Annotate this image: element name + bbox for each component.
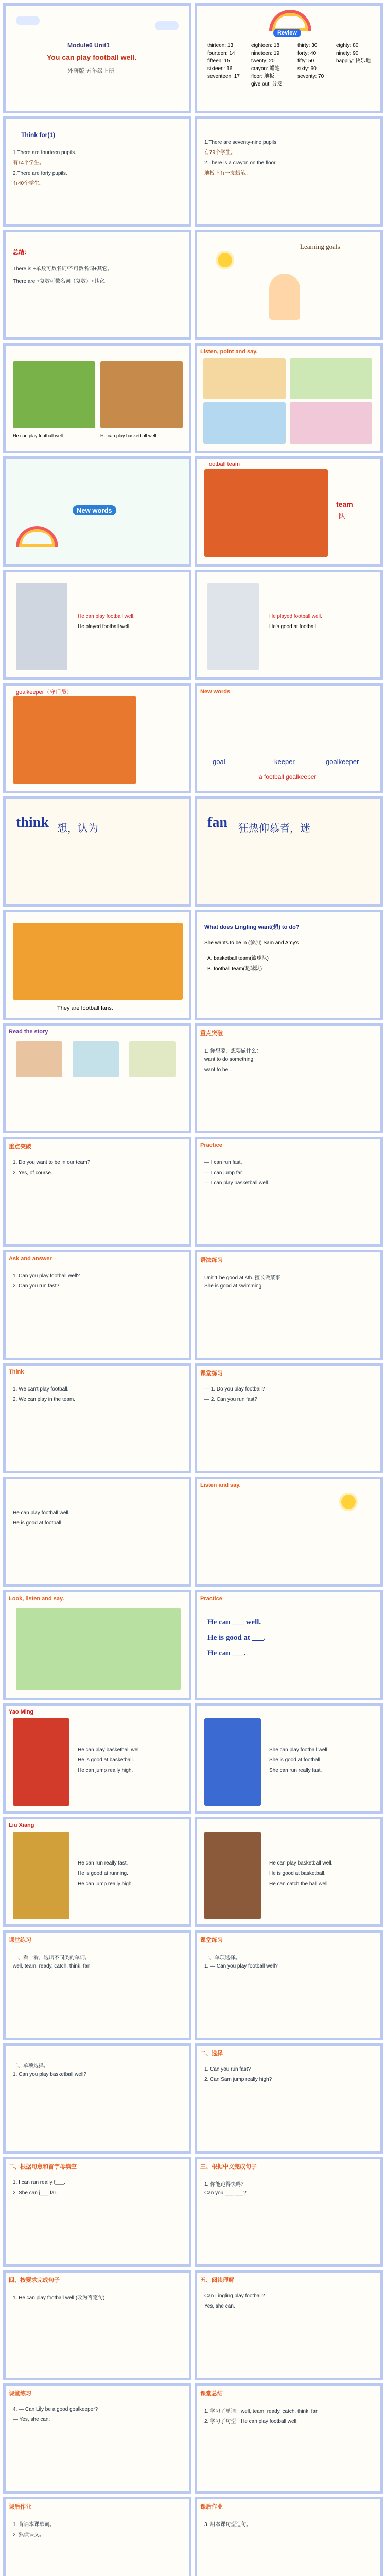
exercise-line: 1. — Can you play football well? xyxy=(204,1963,278,1969)
vocab-item: happily: 快乐地 xyxy=(336,58,371,64)
vocab-item: ninety: 90 xyxy=(336,50,359,56)
slide-44[interactable] xyxy=(195,2383,383,2494)
word: fan xyxy=(207,815,227,831)
comic-panel xyxy=(203,402,286,444)
slide-27[interactable] xyxy=(3,1477,191,1587)
slide-38[interactable] xyxy=(195,2043,383,2154)
sentence: He can jump really high. xyxy=(78,1768,133,1773)
vocab-item: thirty: 30 xyxy=(297,43,318,48)
caption: He can play basketball well. xyxy=(100,433,158,438)
sentence-cn: 有40个学生。 xyxy=(13,181,45,187)
slide-13[interactable] xyxy=(3,683,191,793)
exercise-line: 一、单项选择。 xyxy=(204,1955,240,1961)
slide-42[interactable] xyxy=(195,2270,383,2380)
slide-8[interactable] xyxy=(195,343,383,453)
slide-title: 二、根据句意和首字母填空 xyxy=(9,2164,77,2170)
slide-39[interactable] xyxy=(3,2157,191,2267)
slide-11[interactable] xyxy=(3,570,191,680)
summary-line: 2. 学习了句型：He can play football well. xyxy=(204,2419,298,2425)
slide-43[interactable] xyxy=(3,2383,191,2494)
rule-line: There are +复数可数名词（复数）+其它。 xyxy=(13,279,110,284)
vocab-item: crayon: 蜡笔 xyxy=(251,66,280,72)
sentence: 1.There are fourteen pupils. xyxy=(13,150,76,156)
slide-title: 重点突破 xyxy=(200,1030,223,1037)
slide-26[interactable] xyxy=(195,1363,383,1473)
exercise-line: 1. Can you run fast? xyxy=(204,2066,251,2072)
sentence-cn: 有79个学生。 xyxy=(204,150,236,156)
slide-12[interactable] xyxy=(195,570,383,680)
sentence: He is good at football. xyxy=(13,1520,63,1526)
football-photo xyxy=(13,361,95,428)
slide-title: 课后作业 xyxy=(9,2504,31,2510)
sentence: She can run really fast. xyxy=(269,1768,322,1773)
caption: He can play football well. xyxy=(13,433,64,438)
cartoon-figure xyxy=(269,274,300,320)
vocab-item: fifteen: 15 xyxy=(207,58,230,64)
question: She wants to be in (参加) Sam and Amy's xyxy=(204,940,299,946)
vocab-item: seventeen: 17 xyxy=(207,74,240,79)
exercise-line: Can you ___ ___? xyxy=(204,2190,247,2196)
point: 1. Do you want to be in our team? xyxy=(13,1160,91,1165)
team-photo xyxy=(13,696,136,784)
sentence: 2.There are forty pupils. xyxy=(13,171,67,176)
slide-33[interactable] xyxy=(3,1817,191,1927)
slide-19[interactable] xyxy=(3,1023,191,1133)
word-cn: 狂热仰慕者，迷 xyxy=(238,823,310,834)
rainbow-icon xyxy=(16,526,58,547)
sentence: He is good at running. xyxy=(78,1871,128,1876)
slide-40[interactable] xyxy=(195,2157,383,2267)
slide-title: Yao Ming xyxy=(9,1709,34,1715)
slide-17[interactable] xyxy=(3,910,191,1020)
exercise-line: 1. He can play football well.(改为否定句) xyxy=(13,2295,105,2301)
rainbow-icon xyxy=(269,10,311,31)
slide-title: 课堂练习 xyxy=(200,1937,223,1943)
slide-title: 课堂总结 xyxy=(200,2391,223,2397)
sentence: He can jump really high. xyxy=(78,1881,133,1887)
word-label: goalkeeper（守门员） xyxy=(16,689,73,696)
point: 2. Yes, of course. xyxy=(13,1170,52,1176)
caption: He played football well. xyxy=(78,624,131,630)
player-photo xyxy=(16,583,67,670)
sentence: He can run really fast. xyxy=(78,1860,128,1866)
sentence: 2.There is a crayon on the floor. xyxy=(204,160,277,166)
cloud-shape xyxy=(155,21,179,30)
story-panel xyxy=(16,1041,62,1077)
slide-18[interactable] xyxy=(195,910,383,1020)
word-label: football team xyxy=(207,461,240,467)
vocab-col-3 xyxy=(297,42,324,80)
slide-1[interactable] xyxy=(3,3,191,113)
slide-32[interactable] xyxy=(195,1703,383,1814)
fans-photo xyxy=(13,923,183,1000)
slide-title: 二、选择 xyxy=(200,2050,223,2057)
slide-4[interactable] xyxy=(195,116,383,227)
slide-title: 课堂练习 xyxy=(200,1370,223,1377)
comic-panel xyxy=(290,358,372,399)
slide-title: Ask and answer xyxy=(9,1256,52,1262)
slide-34[interactable] xyxy=(195,1817,383,1927)
exercise-line: 4. — Can Lily be a good goalkeeper? xyxy=(13,2406,98,2412)
slide-title: 重点突破 xyxy=(9,1144,31,1150)
sentence-cn: 地板上有一支蜡笔。 xyxy=(204,171,251,176)
exercise-line: 1. Can you play basketball well? xyxy=(13,2072,86,2077)
point: — 1. Do you play football? xyxy=(204,1386,265,1392)
slide-37[interactable] xyxy=(3,2043,191,2154)
sentence: He is good at basketball. xyxy=(78,1757,134,1763)
basketball-photo xyxy=(100,361,183,428)
sentence: 1.There are seventy-nine pupils. xyxy=(204,140,278,145)
word-label: team xyxy=(336,500,353,509)
point: 2. Can you run fast? xyxy=(13,1283,60,1289)
athlete-photo xyxy=(13,1718,69,1806)
vocab-item: eighteen: 18 xyxy=(251,43,280,48)
phrase: a football goalkeeper xyxy=(259,773,317,781)
vocab-item: thirteen: 13 xyxy=(207,43,234,48)
athlete-photo xyxy=(204,1832,261,1919)
point: 1. Can you play football well? xyxy=(13,1273,80,1279)
rule-line: There is +单数可数名词/不可数名词+其它。 xyxy=(13,266,113,272)
point: — I can play basketball well. xyxy=(204,1180,270,1186)
sentence: He can play football well. xyxy=(13,1510,70,1516)
slide-title: Listen and say. xyxy=(200,1482,241,1488)
slide-title: Listen, point and say. xyxy=(200,349,258,355)
cloud-shape xyxy=(16,16,40,25)
point: 1. We can't play football. xyxy=(13,1386,69,1392)
slide-title: Read the story xyxy=(9,1029,48,1035)
story-panel xyxy=(73,1041,119,1077)
point: — 2. Can you run fast? xyxy=(204,1397,257,1402)
exercise-line: 1. 你能跑得快吗？ xyxy=(204,2182,247,2188)
comic-panel xyxy=(203,358,286,399)
option-b[interactable]: B. football team(足球队) xyxy=(207,966,262,972)
point: — I can jump far. xyxy=(204,1170,243,1176)
slide-title: 五、阅读理解 xyxy=(200,2277,234,2283)
point: Unit 1 be good at sth. 擅长做某事 xyxy=(204,1275,280,1281)
slide-30[interactable] xyxy=(195,1590,383,1700)
slide-3[interactable] xyxy=(3,116,191,227)
slide-title: Think for(1) xyxy=(21,131,55,139)
question: What does Lingling want(想) to do? xyxy=(204,924,300,930)
vocab-col-1 xyxy=(207,42,240,80)
vocab-item: give out: 分发 xyxy=(251,81,283,87)
slide-14[interactable] xyxy=(195,683,383,793)
point: She is good at swimming. xyxy=(204,1283,263,1289)
exercise-line: — Yes, she can. xyxy=(13,2417,50,2422)
slide-31[interactable] xyxy=(3,1703,191,1814)
slide-28[interactable] xyxy=(195,1477,383,1587)
sun-icon xyxy=(341,1495,356,1509)
slide-title: Practice xyxy=(200,1142,222,1148)
vocab-col-4 xyxy=(336,42,371,65)
caption: They are football fans. xyxy=(57,1005,113,1011)
sentence: He's good at football. xyxy=(269,624,318,630)
pattern-line: He is good at ___. xyxy=(207,1634,266,1642)
sentence: He can catch the ball well. xyxy=(269,1881,329,1887)
sentence: He can play basketball well. xyxy=(78,1747,142,1753)
option-a[interactable]: A. basketball team(篮球队) xyxy=(207,956,269,961)
word: think xyxy=(16,815,49,831)
homework-line: 3. 用本课句型造句。 xyxy=(204,2522,252,2528)
slide-15[interactable] xyxy=(3,796,191,907)
slide-title: 三、根据中文完成句子 xyxy=(200,2164,257,2170)
point: 1. 你想要，想要做什么： xyxy=(204,1048,262,1054)
slide-title: Think xyxy=(9,1369,24,1375)
exercise-line: well, team, ready, catch, think, fan xyxy=(13,1963,91,1969)
slide-title: New words xyxy=(200,689,231,695)
athlete-photo xyxy=(204,1718,261,1806)
slide-title: Liu Xiang xyxy=(9,1822,34,1828)
scene-picture xyxy=(16,1608,181,1690)
vocab-item: sixteen: 16 xyxy=(207,66,233,72)
player-photo xyxy=(207,583,259,670)
homework-line: 1. 背诵本课单词。 xyxy=(13,2522,55,2528)
exercise-line: 2. Can Sam jump really high? xyxy=(204,2077,272,2082)
vocab-item: nineteen: 19 xyxy=(251,50,280,56)
new-words-badge: New words xyxy=(73,505,116,515)
slide-title: 四、按要求完成句子 xyxy=(9,2277,60,2283)
story-panel xyxy=(129,1041,176,1077)
slide-29[interactable] xyxy=(3,1590,191,1700)
vocab-item: floor: 地板 xyxy=(251,74,275,79)
exercise-line: Can Lingling play football? xyxy=(204,2293,265,2299)
sentence-cn: 有14个学生。 xyxy=(13,160,45,166)
vocab-item: sixty: 60 xyxy=(297,66,317,72)
sun-icon xyxy=(218,253,232,267)
word-cn: 队 xyxy=(339,512,346,520)
slide-25[interactable] xyxy=(3,1363,191,1473)
point: want to do something xyxy=(204,1057,254,1062)
slide-10[interactable] xyxy=(195,456,383,567)
slide-title: Practice xyxy=(200,1596,222,1602)
exercise-line: Yes, she can. xyxy=(204,2303,235,2309)
homework-line: 2. 熟读课文。 xyxy=(13,2532,45,2538)
slide-21[interactable] xyxy=(3,1137,191,1247)
slide-46[interactable] xyxy=(195,2497,383,2576)
vocab-item: seventy: 70 xyxy=(297,74,324,79)
slide-title: 总结： xyxy=(13,249,30,256)
slide-2[interactable] xyxy=(195,3,383,113)
exercise-line: 2. She can j___ far. xyxy=(13,2190,58,2196)
slide-9[interactable] xyxy=(3,456,191,567)
caption: He can play football well. xyxy=(78,614,135,619)
vocab-item: twenty: 20 xyxy=(251,58,275,64)
sentence: She is good at football. xyxy=(269,1757,322,1763)
slide-22[interactable] xyxy=(195,1137,383,1247)
slide-20[interactable] xyxy=(195,1023,383,1133)
exercise-line: 一、看一看，选出不同类的单词。 xyxy=(13,1955,90,1961)
slide-45[interactable] xyxy=(3,2497,191,2576)
pattern-line: He can ___. xyxy=(207,1649,246,1657)
slide-6[interactable] xyxy=(195,230,383,340)
slide-16[interactable] xyxy=(195,796,383,907)
vocab-item: forty: 40 xyxy=(297,50,317,56)
slide-7[interactable] xyxy=(3,343,191,453)
sentence: He played football well. xyxy=(269,614,322,619)
athlete-photo xyxy=(13,1832,69,1919)
word: keeper xyxy=(274,758,295,766)
vocab-item: fifty: 50 xyxy=(297,58,314,64)
slide-41[interactable] xyxy=(3,2270,191,2380)
review-badge: Review xyxy=(273,29,301,37)
summary-line: 1. 学习了单词：well, team, ready, catch, think, fan xyxy=(204,2409,319,2414)
word-cn: 想，认为 xyxy=(57,823,98,834)
slide-5[interactable] xyxy=(3,230,191,340)
slide-24[interactable] xyxy=(195,1250,383,1360)
exercise-line: 1. I can run really f___. xyxy=(13,2180,65,2185)
comic-panel xyxy=(290,402,372,444)
sentence: She can play football well. xyxy=(269,1747,329,1753)
team-photo xyxy=(204,469,328,557)
sentence: He is good at basketball. xyxy=(269,1871,326,1876)
slide-title: 课后作业 xyxy=(200,2504,223,2510)
vocab-item: eighty: 80 xyxy=(336,43,359,48)
word: goal xyxy=(213,758,225,766)
vocab-col-2 xyxy=(251,42,283,88)
slide-title: You can play football well. xyxy=(47,53,136,61)
slide-title: 课堂练习 xyxy=(9,1937,31,1943)
slide-35[interactable] xyxy=(3,1930,191,2040)
slide-title: Learning goals xyxy=(300,243,340,250)
slide-title: Look, listen and say. xyxy=(9,1596,64,1602)
slide-title: 语法练习 xyxy=(200,1257,223,1263)
exercise-line: 二、单项选择。 xyxy=(13,2063,49,2069)
word: goalkeeper xyxy=(326,758,359,766)
point: — I can run fast. xyxy=(204,1160,242,1165)
point: 2. We can play in the team. xyxy=(13,1397,75,1402)
point: want to be... xyxy=(204,1067,233,1073)
vocab-item: fourteen: 14 xyxy=(207,50,235,56)
unit-label: Module6 Unit1 xyxy=(67,42,110,49)
publisher: 外研版 五年级上册 xyxy=(67,68,115,74)
sentence: He can play basketball well. xyxy=(269,1860,333,1866)
slide-23[interactable] xyxy=(3,1250,191,1360)
slide-36[interactable] xyxy=(195,1930,383,2040)
slide-title: 课堂练习 xyxy=(9,2391,31,2397)
pattern-line: He can ___ well. xyxy=(207,1618,261,1626)
